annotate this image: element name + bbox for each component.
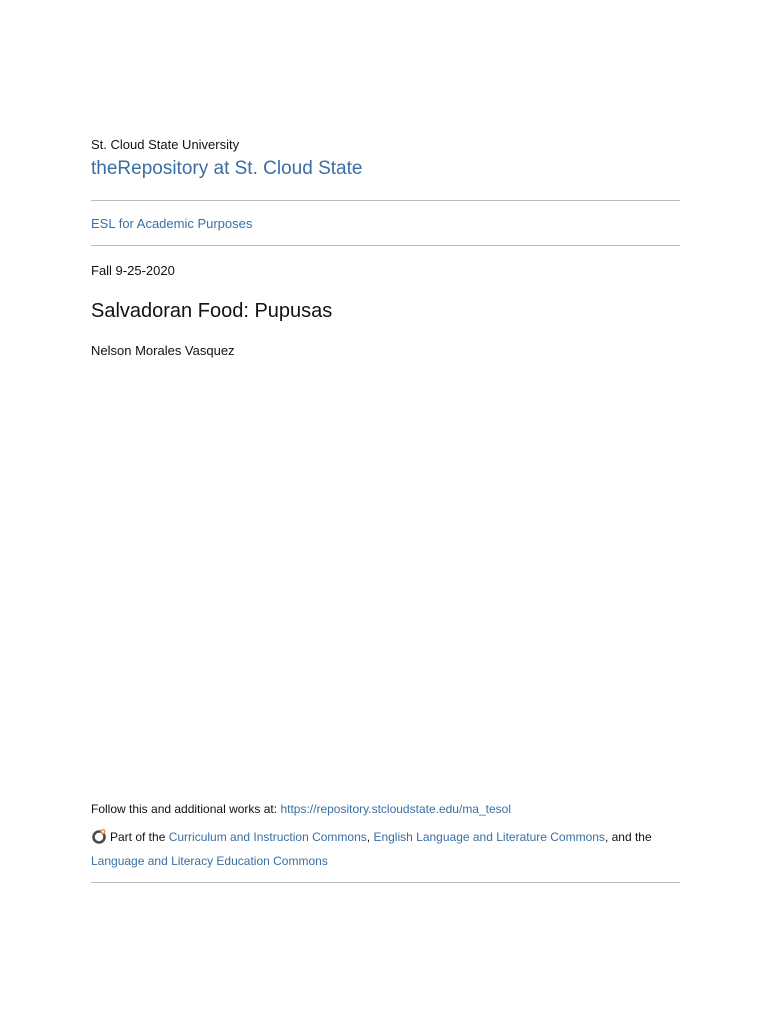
repository-link[interactable]: theRepository at St. Cloud State <box>91 158 363 179</box>
separator: , and the <box>604 830 652 844</box>
follow-line <box>91 802 511 816</box>
literacy-commons-link[interactable]: Language and Literacy Education Commons <box>91 854 328 868</box>
divider <box>91 882 680 883</box>
institution-name: St. Cloud State University <box>91 137 240 152</box>
follow-prefix: Follow this and additional works at: <box>91 802 281 816</box>
divider <box>91 200 680 201</box>
author-name: Nelson Morales Vasquez <box>91 343 235 358</box>
document-title: Salvadoran Food: Pupusas <box>91 300 333 322</box>
part-of-prefix: Part of the <box>110 830 169 844</box>
publication-date: Fall 9-25-2020 <box>91 263 175 278</box>
divider <box>91 245 680 246</box>
follow-url-link[interactable]: https://repository.stcloudstate.edu/ma_tesol <box>280 802 512 816</box>
separator: , <box>366 830 374 844</box>
collection-link[interactable]: ESL for Academic Purposes <box>91 216 253 231</box>
part-of-line <box>91 827 686 872</box>
curriculum-commons-link[interactable]: Curriculum and Instruction Commons <box>168 830 367 844</box>
english-commons-link[interactable]: English Language and Literature Commons <box>373 830 605 844</box>
bepress-commons-icon <box>91 828 107 851</box>
